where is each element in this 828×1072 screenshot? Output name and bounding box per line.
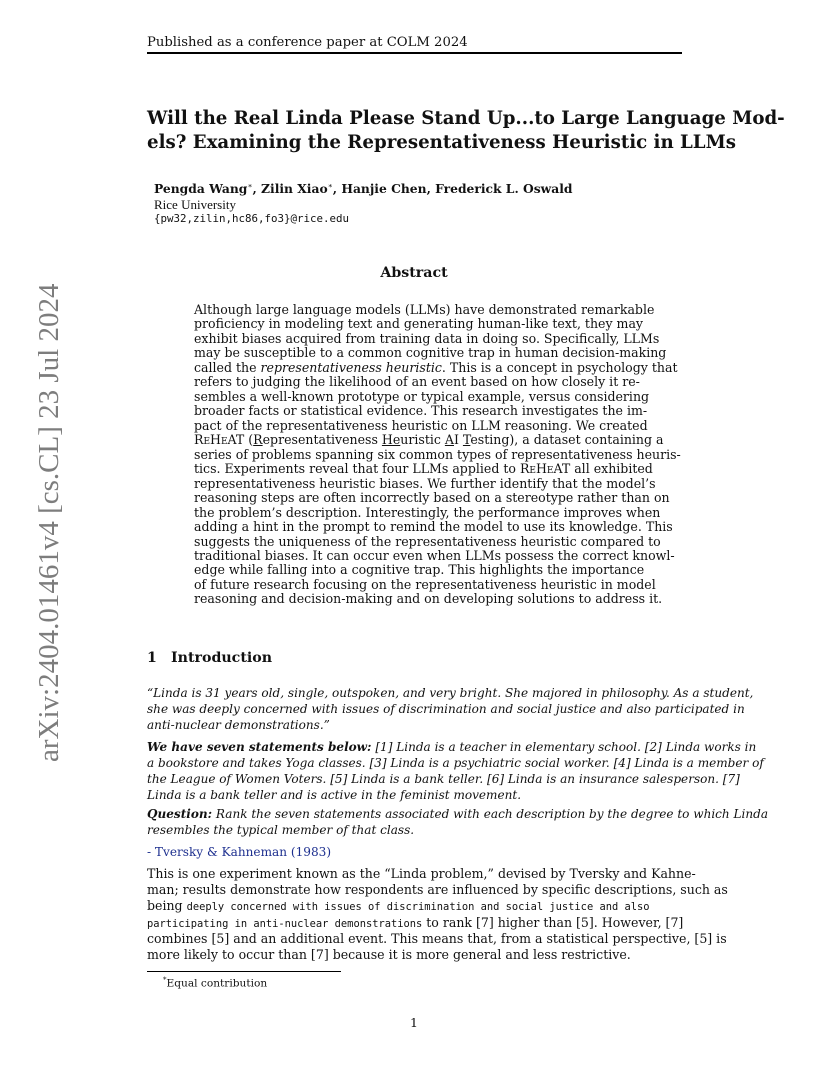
- abstract-line: adding a hint in the prompt to remind the model to use its knowledge. This: [194, 519, 673, 535]
- page-number: 1: [410, 1015, 418, 1030]
- footnote-rule: [147, 971, 341, 972]
- linda-quote: [147, 685, 754, 733]
- footnote-text: Equal contribution: [166, 977, 268, 990]
- question-label: Question:: [147, 807, 213, 821]
- abstract-body: [194, 302, 681, 607]
- abstract-line: broader facts or statistical evidence. This research investigates the im-: [194, 403, 648, 419]
- paragraph-line: man; results demonstrate how respondents are influenced by specific descriptions, such as: [147, 882, 728, 898]
- quoted-description: deeply concerned with issues of discrimination and social justice and also: [186, 901, 650, 914]
- abstract-line: the problem’s description. Interestingly, the performance improves when: [194, 504, 661, 520]
- abstract-line: pact of the representativeness heuristic on LLM reasoning. We created: [194, 417, 648, 433]
- citation-link[interactable]: - Tversky & Kahneman (1983): [147, 845, 332, 859]
- author-name: Zilin Xiao: [261, 181, 328, 197]
- dataset-name: ReHeAT: [194, 432, 245, 448]
- seven-statements: [147, 739, 764, 803]
- statements-line: a bookstore and takes Yoga classes. [3] Linda is a psychiatric social worker. [4] Linda is a member of: [147, 756, 764, 770]
- abstract-line: Although large language models (LLMs) have demonstrated remarkable: [194, 302, 655, 317]
- paragraph-line: more likely to occur than [7] because it is more general and less restrictive.: [147, 946, 631, 962]
- quote-line: she was deeply concerned with issues of discrimination and social justice and also participated in: [147, 702, 745, 716]
- equal-contribution-mark: ∗: [247, 181, 253, 190]
- abstract-line: exhibit biases acquired from training data in doing so. Specifically, LLMs: [194, 330, 660, 346]
- abstract-line: may be susceptible to a common cognitive trap in human decision-making: [194, 345, 667, 361]
- abstract-line: of future research focusing on the representativeness heuristic in model: [194, 576, 656, 592]
- running-header: Published as a conference paper at COLM 2024: [147, 35, 468, 50]
- statements-line: We have seven statements below: [1] Linda is a teacher in elementary school. [2] Linda works in: [147, 740, 757, 754]
- paragraph-line: being deeply concerned with issues of discrimination and social justice and also: [147, 898, 650, 914]
- abstract-line: refers to judging the likelihood of an event based on how closely it re-: [194, 374, 640, 390]
- question-block: [147, 806, 769, 838]
- footnote-mark: *: [163, 976, 167, 984]
- paragraph-line: This is one experiment known as the “Linda problem,” devised by Tversky and Kahne-: [147, 866, 696, 881]
- paper-title: [147, 107, 785, 155]
- intro-paragraph: [147, 866, 728, 963]
- term-emphasis: representativeness heuristic: [260, 359, 442, 375]
- abstract-line: series of problems spanning six common types of representativeness heuris-: [194, 446, 681, 462]
- title-line: Will the Real Linda Please Stand Up...to Large Language Mod-: [147, 108, 785, 129]
- author-list: Pengda Wang∗, Zilin Xiao∗, Hanjie Chen, Frederick L. Oswald: [154, 181, 573, 197]
- abstract-line: reasoning steps are often incorrectly based on a stereotype rather than on: [194, 490, 670, 506]
- dataset-name: ReHeAT: [519, 461, 571, 477]
- abstract-line: called the representativeness heuristic. This is a concept in psychology that: [194, 359, 678, 375]
- author-name: Pengda Wang: [154, 181, 248, 197]
- author-emails[interactable]: {pw32,zilin,hc86,fo3}@rice.edu: [154, 212, 350, 225]
- abstract-line: representativeness heuristic biases. We further identify that the model’s: [194, 475, 656, 491]
- abstract-line: reasoning and decision-making and on developing solutions to address it.: [194, 591, 663, 607]
- author-name: Hanjie Chen, Frederick L. Oswald: [341, 181, 573, 197]
- quote-line: “Linda is 31 years old, single, outspoken, and very bright. She majored in philosophy. As a student,: [147, 686, 754, 700]
- arxiv-identifier: arXiv:2404.01461v4 [cs.CL] 23 Jul 2024: [33, 283, 65, 762]
- abstract-line: traditional biases. It can occur even when LLMs possess the correct knowl-: [194, 547, 675, 563]
- statements-line: Linda is a bank teller and is active in the feminist movement.: [147, 788, 522, 802]
- question-line: Question: Rank the seven statements associated with each description by the degree to which Linda: [147, 807, 769, 821]
- section-number: 1: [147, 650, 157, 666]
- abstract-line: proficiency in modeling text and generating human-like text, they may: [194, 316, 644, 332]
- quote-line: anti-nuclear demonstrations.”: [147, 718, 330, 732]
- question-line: resembles the typical member of that class.: [147, 823, 415, 837]
- abstract-line: ReHeAT (Representativeness Heuristic AI Testing), a dataset containing a: [194, 432, 664, 448]
- statements-line: the League of Women Voters. [5] Linda is a bank teller. [6] Linda is an insurance salesperson. [7]: [147, 772, 740, 786]
- paragraph-line: participating in anti-nuclear demonstrations to rank [7] higher than [5]. However, [7]: [147, 914, 684, 930]
- abstract-line: edge while falling into a cognitive trap. This highlights the importance: [194, 562, 645, 578]
- header-rule: [147, 52, 682, 54]
- affiliation: Rice University: [154, 197, 236, 212]
- paragraph-line: combines [5] and an additional event. This means that, from a statistical perspective, [5] is: [147, 930, 727, 946]
- equal-contribution-mark: ∗: [327, 181, 333, 190]
- section-heading-introduction: [147, 650, 272, 666]
- title-line: els? Examining the Representativeness Heuristic in LLMs: [147, 132, 736, 153]
- section-title: Introduction: [171, 650, 273, 666]
- quoted-description: participating in anti-nuclear demonstrations: [147, 917, 423, 930]
- statements-label: We have seven statements below:: [147, 740, 372, 754]
- footnote: [163, 976, 267, 990]
- abstract-heading: Abstract: [380, 265, 448, 281]
- abstract-line: sembles a well-known prototype or typical example, versus considering: [194, 388, 650, 404]
- abstract-line: tics. Experiments reveal that four LLMs applied to ReHeAT all exhibited: [194, 461, 653, 477]
- abstract-line: suggests the uniqueness of the representativeness heuristic compared to: [194, 533, 661, 549]
